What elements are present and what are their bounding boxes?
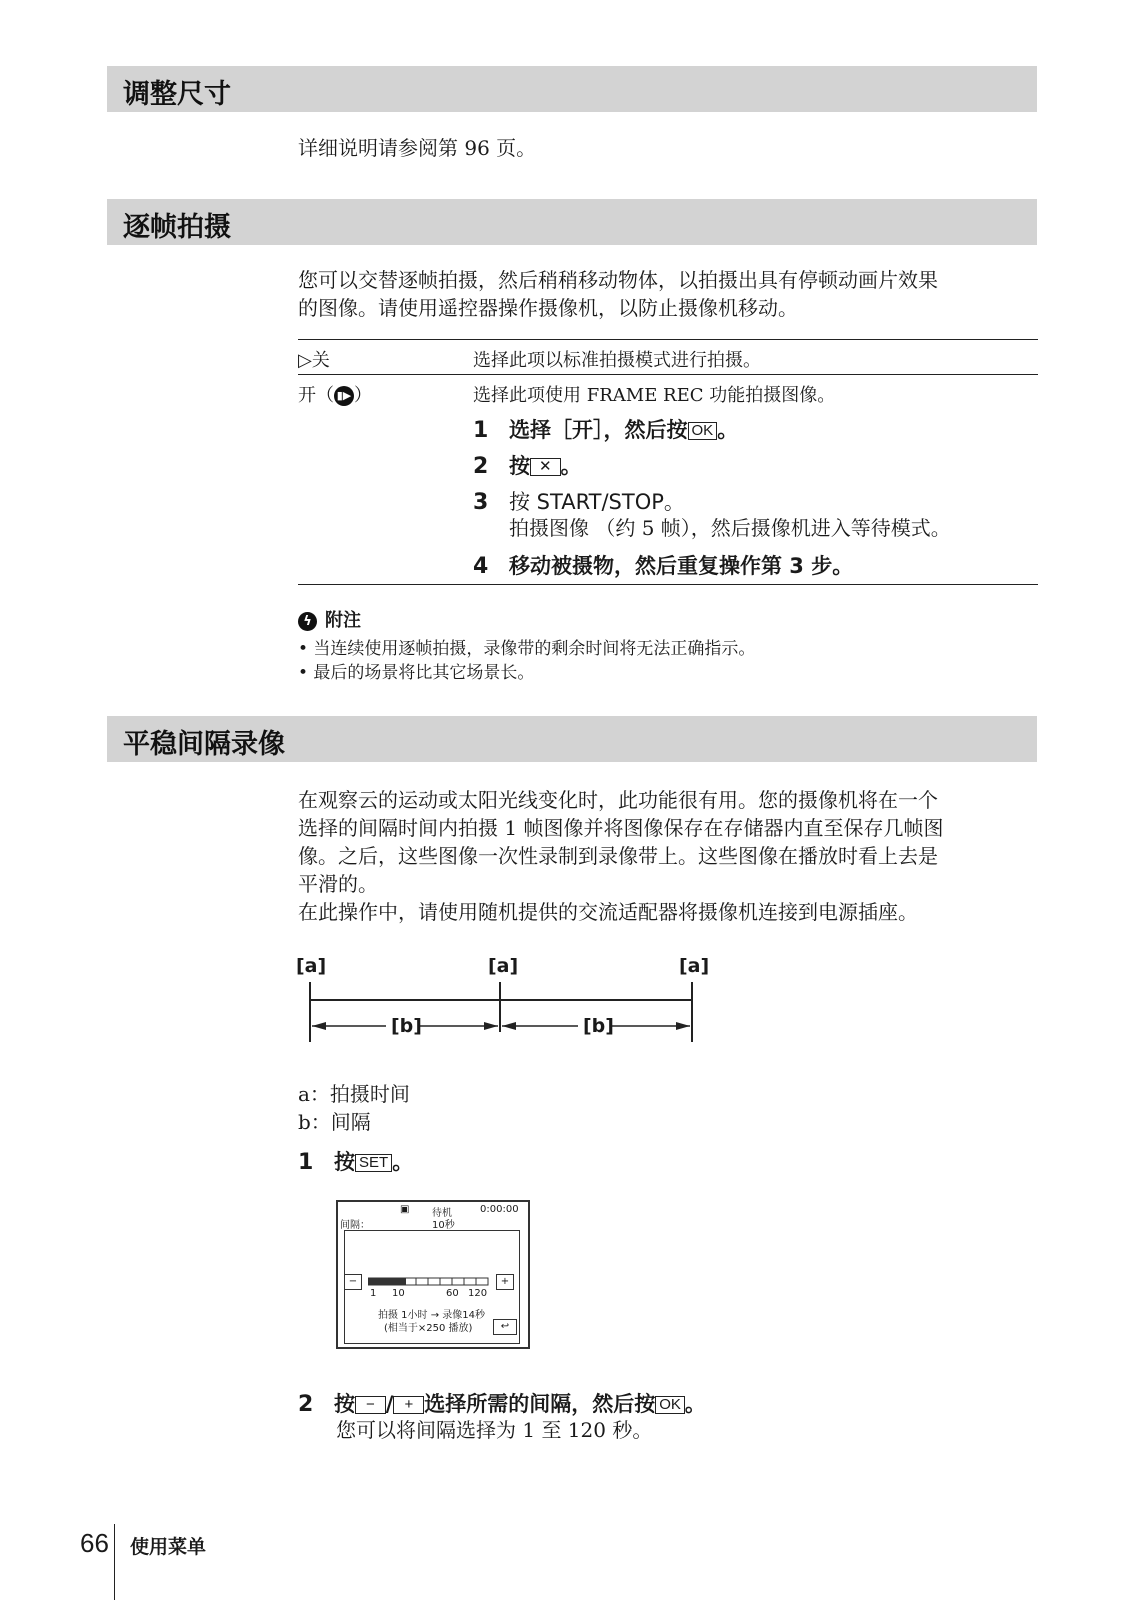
step-text: 按 START/STOP。 xyxy=(509,490,685,514)
screen-info-line1: 拍摄 1小时 → 录像14秒 xyxy=(378,1310,486,1321)
plus-key-icon: + xyxy=(393,1396,424,1414)
step-number: 1 xyxy=(298,1150,314,1175)
scale-tick: 60 xyxy=(446,1288,459,1299)
screen-status: 待机 xyxy=(432,1208,452,1219)
frame-rec-step-3-sub: 拍摄图像 （约 5 帧），然后摄像机进入等待模式。 xyxy=(509,516,951,540)
interval-scale xyxy=(368,1276,490,1288)
interval-para-line: 在此操作中，请使用随机提供的交流适配器将摄像机连接到电源插座。 xyxy=(298,900,918,924)
page-number: 66 xyxy=(80,1528,109,1558)
section-header-resize xyxy=(107,66,1037,112)
rec-icon: ▣ xyxy=(400,1204,410,1215)
option-on-label xyxy=(298,381,372,407)
footer-divider xyxy=(114,1524,115,1600)
step-number: 2 xyxy=(473,454,489,479)
step-text-end: 。 xyxy=(717,418,739,442)
diagram-label-a: [a] xyxy=(679,955,710,977)
frame-rec-step-1 xyxy=(473,414,738,444)
close-key-icon: ✕ xyxy=(530,458,561,476)
interval-para-line: 平滑的。 xyxy=(298,872,378,896)
legend-b: b：间隔 xyxy=(298,1110,371,1134)
section-title: 调整尺寸 xyxy=(123,79,231,110)
back-icon[interactable]: ↩ xyxy=(493,1319,517,1335)
step-number: 3 xyxy=(473,490,489,515)
step-text: 按 xyxy=(334,1150,355,1174)
step-text-end: 。 xyxy=(684,1392,706,1416)
frame-rec-icon: ▮▶ xyxy=(334,386,354,406)
step-number: 4 xyxy=(473,554,489,579)
plus-button[interactable]: + xyxy=(496,1274,514,1290)
slash: / xyxy=(385,1392,394,1416)
ok-key-icon: OK xyxy=(655,1396,685,1414)
screen-time: 0:00:00 xyxy=(480,1204,519,1215)
diagram-label-a: [a] xyxy=(488,955,519,977)
interval-para-line: 选择的间隔时间内拍摄 1 帧图像并将图像保存在存储器内直至保存几帧图 xyxy=(298,816,944,840)
notes-title: 附注 xyxy=(325,610,361,631)
table-rule-mid xyxy=(298,374,1038,375)
diagram-label-a: [a] xyxy=(296,955,327,977)
section-title: 平稳间隔录像 xyxy=(123,729,285,760)
minus-button[interactable]: − xyxy=(344,1274,362,1290)
note-icon: ϟ xyxy=(298,612,317,631)
ok-key-icon: OK xyxy=(688,422,718,440)
section-header-interval xyxy=(107,716,1037,762)
diagram-label-b: [b] xyxy=(583,1015,614,1037)
table-rule-bottom xyxy=(298,584,1038,585)
step-text: 选择所需的间隔，然后按 xyxy=(424,1392,656,1416)
interval-para-line: 在观察云的运动或太阳光线变化时，此功能很有用。您的摄像机将在一个 xyxy=(298,788,938,812)
section-title: 逐帧拍摄 xyxy=(123,212,231,243)
step-text: 选择［开］，然后按 xyxy=(509,418,688,442)
step-text: 按 xyxy=(509,454,530,478)
diagram-label-b: [b] xyxy=(391,1015,422,1037)
scale-tick: 10 xyxy=(392,1288,405,1299)
lcd-screen xyxy=(336,1200,530,1349)
option-on-close: ） xyxy=(354,385,372,406)
interval-para-line: 像。之后，这些图像一次性录制到录像带上。这些图像在播放时看上去是 xyxy=(298,844,938,868)
option-on-text: 开（ xyxy=(298,385,334,406)
step-number: 2 xyxy=(298,1392,314,1417)
step-text: 按 xyxy=(334,1392,355,1416)
option-on-desc: 选择此项使用 FRAME REC 功能拍摄图像。 xyxy=(473,385,836,406)
step-text-end: 。 xyxy=(392,1150,414,1174)
step-text: 移动被摄物，然后重复操作第 3 步。 xyxy=(509,554,854,578)
frame-rec-intro-1: 您可以交替逐帧拍摄，然后稍稍移动物体，以拍摄出具有停顿动画片效果 xyxy=(298,268,938,292)
frame-rec-step-2 xyxy=(473,450,582,480)
step-number: 1 xyxy=(473,418,489,443)
note-item: • 当连续使用逐帧拍摄，录像带的剩余时间将无法正确指示。 xyxy=(298,639,756,659)
scale-tick: 1 xyxy=(370,1288,377,1299)
screen-interval-value: 10秒 xyxy=(432,1220,455,1231)
frame-rec-intro-2: 的图像。请使用遥控器操作摄像机，以防止摄像机移动。 xyxy=(298,296,798,320)
section-header-frame-rec xyxy=(107,199,1037,245)
footer-label: 使用菜单 xyxy=(130,1536,207,1558)
interval-step-2 xyxy=(298,1388,706,1418)
frame-rec-step-4 xyxy=(473,550,853,580)
note-item: • 最后的场景将比其它场景长。 xyxy=(298,663,535,683)
frame-rec-step-3 xyxy=(473,486,685,516)
interval-step-1 xyxy=(298,1146,413,1176)
screen-interval-label: 间隔： xyxy=(340,1220,370,1231)
screen-info-line2: (相当于×250 播放) xyxy=(384,1323,473,1334)
notes-heading xyxy=(298,606,361,632)
legend-a: a：拍摄时间 xyxy=(298,1082,410,1106)
step-text-end: 。 xyxy=(560,454,582,478)
interval-timing-diagram xyxy=(300,982,700,1042)
option-off-desc: 选择此项以标准拍摄模式进行拍摄。 xyxy=(473,350,761,371)
minus-key-icon: − xyxy=(355,1396,386,1414)
set-key-icon: SET xyxy=(355,1154,392,1172)
option-off-label: ▷关 xyxy=(298,350,330,371)
table-rule-top xyxy=(298,339,1038,340)
interval-step-2-sub: 您可以将间隔选择为 1 至 120 秒。 xyxy=(336,1418,653,1442)
resize-text: 详细说明请参阅第 96 页。 xyxy=(298,136,537,160)
scale-tick: 120 xyxy=(468,1288,488,1299)
